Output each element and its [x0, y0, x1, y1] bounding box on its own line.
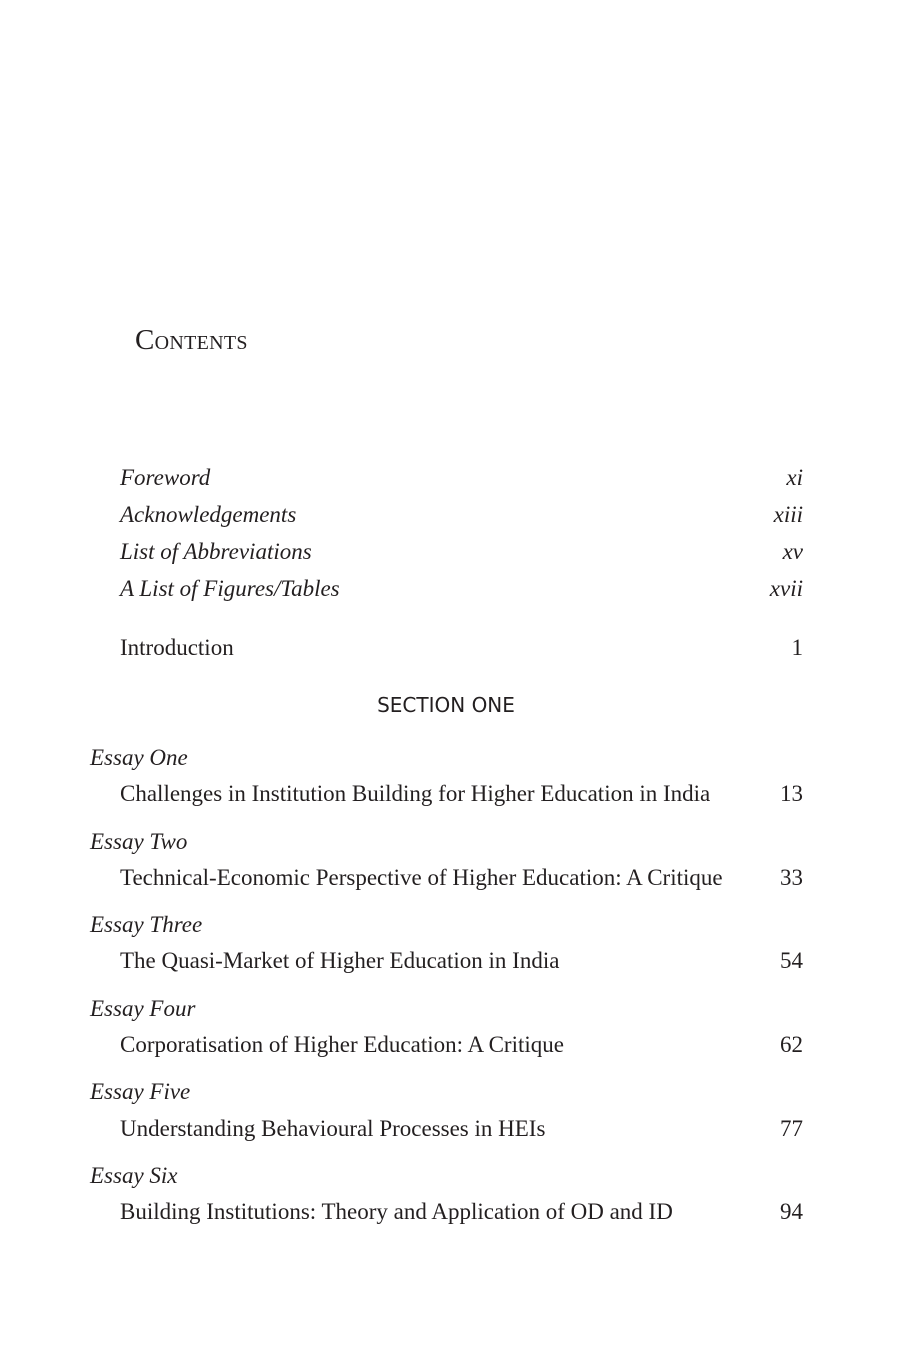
essay-label: Essay Four — [90, 996, 196, 1021]
toc-entry-acknowledgements[interactable] — [120, 500, 803, 530]
section-heading: SECTION ONE — [377, 693, 515, 717]
essay-label: Essay Three — [90, 912, 203, 937]
toc-entry-page: 33 — [780, 865, 803, 890]
toc-entry-essay-four[interactable] — [120, 1030, 803, 1060]
toc-entry-page: xi — [786, 465, 803, 490]
toc-entry-introduction[interactable] — [120, 633, 803, 663]
toc-entry-essay-six[interactable] — [120, 1197, 803, 1227]
essay-label: Essay Five — [90, 1079, 191, 1104]
toc-entry-title: Challenges in Institution Building for Higher Education in India — [120, 781, 711, 806]
essay-label: Essay Two — [90, 829, 188, 854]
toc-entry-title: Corporatisation of Higher Education: A Critique — [120, 1032, 564, 1057]
essay-label: Essay Six — [90, 1163, 178, 1188]
toc-entry-essay-five[interactable] — [120, 1114, 803, 1144]
toc-entry-essay-two[interactable] — [120, 863, 803, 893]
toc-entry-title: Understanding Behavioural Processes in HEIs — [120, 1116, 546, 1141]
toc-entry-page: xiii — [773, 502, 803, 527]
toc-entry-title: Technical-Economic Perspective of Higher Education: A Critique — [120, 865, 723, 890]
toc-entry-page: 62 — [780, 1032, 803, 1057]
toc-entry-page: xv — [782, 539, 803, 564]
toc-entry-essay-three[interactable] — [120, 946, 803, 976]
toc-entry-title: The Quasi-Market of Higher Education in India — [120, 948, 560, 973]
toc-entry-label: Acknowledgements — [120, 502, 297, 527]
toc-entry-page: 13 — [780, 781, 803, 806]
toc-entry-page: xvii — [769, 576, 803, 601]
page-title: Contents — [135, 324, 248, 356]
toc-entry-page: 94 — [780, 1199, 803, 1224]
toc-entry-label: Foreword — [120, 465, 211, 490]
toc-entry-abbreviations[interactable] — [120, 537, 803, 567]
toc-entry-title: Building Institutions: Theory and Application of OD and ID — [120, 1199, 673, 1224]
toc-entry-label: A List of Figures/Tables — [120, 576, 340, 601]
toc-entry-figures-tables[interactable] — [120, 574, 803, 604]
toc-entry-label: List of Abbreviations — [120, 539, 312, 564]
toc-entry-page: 77 — [780, 1116, 803, 1141]
toc-entry-label: Introduction — [120, 635, 234, 660]
essay-label: Essay One — [90, 745, 188, 770]
toc-entry-foreword[interactable] — [120, 463, 803, 493]
toc-entry-page: 1 — [791, 635, 803, 660]
toc-entry-page: 54 — [780, 948, 803, 973]
toc-entry-essay-one[interactable] — [120, 779, 803, 809]
